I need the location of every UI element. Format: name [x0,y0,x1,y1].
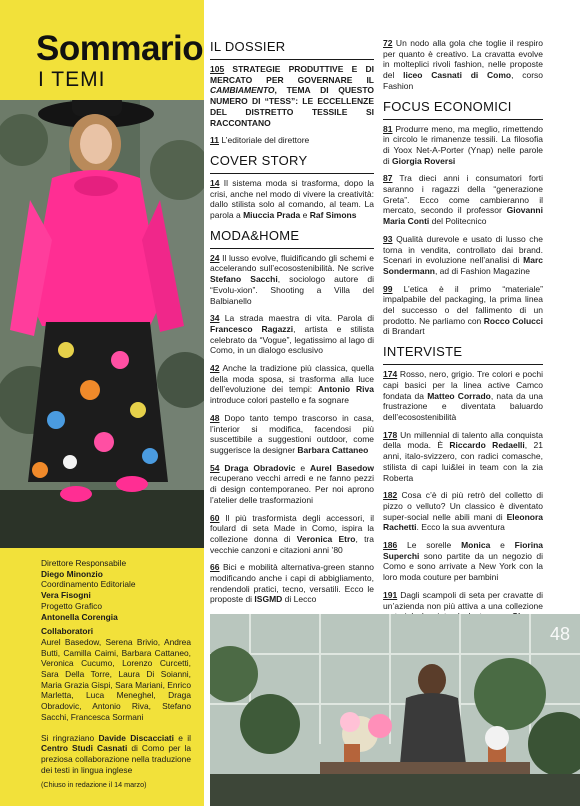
toc-entry-48[interactable]: 48 Dopo tanto tempo trascorso in casa, l’interior si modifica, facendosi più suscettibile a suggestioni outdoor, come suggerisce la designer Barbara Cattaneo [210,412,374,455]
toc-entry-186[interactable]: 186 Le sorelle Monica e Fiorina Superchi sono partite da un negozio di Como e sono arrivate a New York con la loro moda couture per bambini [383,540,543,583]
toc-entry-191[interactable]: 191 Dagli scampoli di seta per cravatte di un’azienda non più attiva a una collezione [383,589,543,611]
credit-role-graphic: Progetto Grafico [41,600,102,611]
thanks-note: Si ringraziano Davide Discacciati e il Centro Studi Casnati di Como per la preziosa collaborazione nella traduzione dei testi in lingua inglese [41,732,192,775]
bottom-photo [210,614,580,806]
toc-entry-24[interactable]: 24 Il lusso evolve, fluidificando gli schemi e accelerando sull’ecosostenibilità. Ne scrive Stefano Sacchi, sociologo autore di “Evolu-xion”. Shooting a Villa del Balbianello [210,252,375,306]
section-divider [383,364,543,365]
toc-entry-42[interactable]: 42 Anche la tradizione più classica, quella della moda sposa, si trasforma alla luce dell’evoluzione dei tempi: Antonio Riva introduce colori pastello e fa sognare [210,363,374,406]
toc-entry-11[interactable]: 11 L’editoriale del direttore [210,135,310,146]
section-divider [210,248,374,249]
toc-entry-14[interactable]: 14 Il sistema moda si trasforma, dopo la crisi, anche nel modo di vivere la creatività: dallo stilista solo al comando, al team. La parola a Miuccia Prada e Raf Simons [210,177,374,221]
section-cover-story: COVER STORY [210,152,308,168]
credits-block [41,558,191,791]
section-divider [210,59,374,60]
page-title: Sommario [36,29,204,68]
section-interviste: INTERVISTE [383,344,463,360]
credit-name-director: Diego Minonzio [41,568,103,579]
hero-illustration [0,100,204,548]
toc-entry-99[interactable]: 99 L’etica è il primo “materiale” impalpabile del packaging, la prima linea del successo o del fallimento di un prodotto. Ne parliamo con Rocco Colucci di Brandart [383,283,543,337]
collab-heading: Collaboratori [41,626,94,637]
section-moda-home: MODA&HOME [210,227,300,243]
toc-entry-60[interactable]: 60 Il più trasformista degli accessori, il foulard di seta Made in Como, ispira la collezione donna di Veronica Etro, tra vecchie canzoni e citazioni anni ’80 [210,512,374,555]
collab-list: Aurel Basedow, Serena Brivio, Andrea Butti, Camilla Caimi, Barbara Cattaneo, Veronica Cucumo, Lorenzo Curcetti, Sara Della Torre, Laura Di Soianni, Maria Grazia Gispi, Sara Mariani, Enrico Marletta, Luca Meneghel, Draga Obradovic, Antonio Riva, Stefano Sacchi, Francesca Sormani [41,636,191,722]
page-subtitle: I TEMI [38,68,106,91]
bottom-page-number: 48 [549,624,570,644]
hero-photo [0,100,204,548]
closing-date: (Chiuso in redazione il 14 marzo) [41,780,147,790]
toc-entry-182[interactable]: 182 Cosa c’è di più retrò del colletto di pizzo o velluto? Un classico è diventato super-social nelle abili mani di Eleonora Rachetti. Ecco la sua avventura [383,490,543,533]
greenhouse-illustration [210,614,580,806]
hero-page-number: 24 [537,120,560,142]
section-divider [383,119,543,120]
toc-entry-174[interactable]: 174 Rosso, nero, grigio. Tre colori e pochi capi basici per la linea active Camco fondata da Matteo Corrado, nata da una frustrazione e diventata baluardo dell’ecosostenibilità [383,369,544,422]
toc-entry-178[interactable]: 178 Un millennial di talento alla conquista della moda. È Riccardo Redaelli, 21 anni, italo-svizzero, con radici comasche, stilista di capi lui&lei in team con la zia Roberta [383,429,543,483]
credit-name-coord: Vera Fisogni [41,590,91,601]
section-divider [210,173,374,174]
toc-entry-93[interactable]: 93 Qualità durevole e usato di lusso che torna in vendita, controllato dai brand. Scenari in evoluzione nell’analisi di Marc Sondermann, ad di Fashion Magazine [383,233,543,276]
credit-name-graphic: Antonella Corengia [41,611,118,622]
toc-entry-105[interactable]: 105 STRATEGIE PRODUTTIVE E DI MERCATO PER GOVERNARE IL CAMBIAMENTO, TEMA DI QUESTO NUMERO DI “TESS”: LE ECCELLENZE DEL DISTRETTO TESSILE SI RACCONTANO [210,64,374,128]
section-dossier: IL DOSSIER [210,39,286,54]
section-focus-economici: FOCUS ECONOMICI [383,98,512,114]
toc-column-middle [210,40,374,612]
credit-role-director: Direttore Responsabile [41,558,127,568]
toc-entry-34[interactable]: 34 La strada maestra di vita. Parola di Francesco Ragazzi, artista e stilista celebrato da “Vogue”, legatissimo al lago di Como, in un dialogo esclusivo [210,313,375,356]
toc-entry-54[interactable]: 54 Draga Obradovic e Aurel Basedow recuperano vecchi arredi e ne fanno pezzi di design contemporaneo. Per noi aprono l’atelier delle trasformazioni [210,462,374,505]
credit-role-coord: Coordinamento Editoriale [41,579,136,590]
toc-entry-81[interactable]: 81 Produrre meno, ma meglio, rimettendo in circolo le rimanenze tessili. La filosofia di Yoox Net-A-Porter (Ynap) nelle parole di Giorgia Roversi [383,123,543,166]
toc-column-right [383,38,543,640]
toc-entry-66[interactable]: 66 Bici e mobilità alternativa-green stanno modificando anche i capi di abbigliamento, rendendoli pratici, tecno, versatili. Ecco le proposte di ISGMD di Lecco [210,562,374,605]
toc-entry-72[interactable]: 72 Un nodo alla gola che toglie il respiro per quanto è creativo. La cravatta evolve in molteplici rivoli fashion, nelle proposte del liceo Casnati di Como, corso Fashion [383,38,543,91]
toc-entry-87[interactable]: 87 Tra dieci anni i consumatori forti saranno i ragazzi della “generazione Greta”. Ecco come cambieranno il mercato, secondo il professor Giovanni Maria Conti del Politecnico [383,173,543,227]
